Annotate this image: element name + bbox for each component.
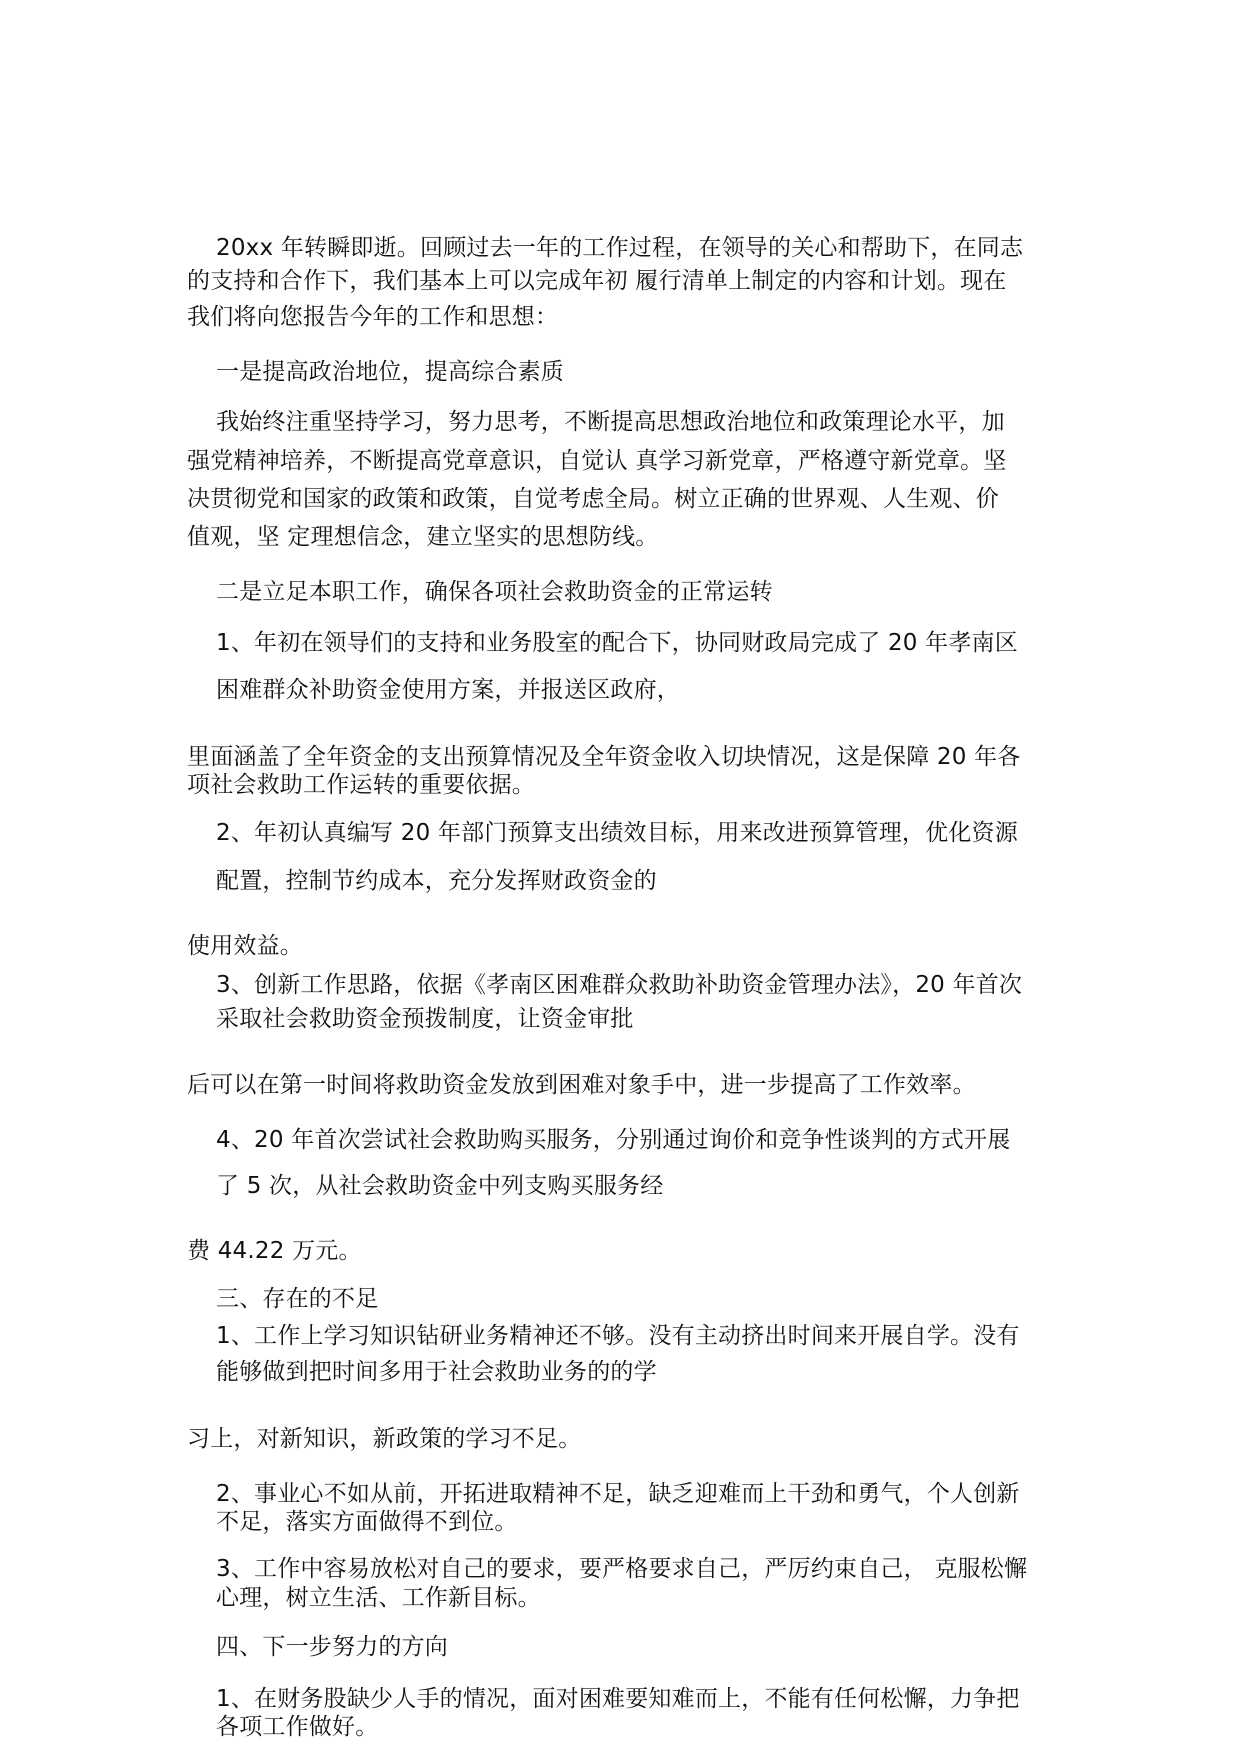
list-item-line: 习上，对新知识，新政策的学习不足。 [187,1426,582,1452]
list-item-line: 了 5 次，从社会救助资金中列支购买服务经 [216,1173,664,1199]
list-item-line: 不足，落实方面做得不到位。 [216,1509,518,1535]
section-heading: 四、下一步努力的方向 [216,1634,448,1660]
list-item-line: 1、在财务股缺少人手的情况，面对困难要知难而上，不能有任何松懈，力争把 [216,1686,1020,1712]
list-item-line: 后可以在第一时间将救助资金发放到困难对象手中，进一步提高了工作效率。 [187,1072,976,1098]
intro-line-1: 20xx 年转瞬即逝。回顾过去一年的工作过程，在领导的关心和帮助下，在同志 [216,235,1024,261]
list-item-line: 2、事业心不如从前，开拓进取精神不足，缺乏迎难而上干劲和勇气，个人创新 [216,1481,1020,1507]
list-item-line: 采取社会救助资金预拨制度，让资金审批 [216,1006,634,1032]
section-heading: 二是立足本职工作，确保各项社会救助资金的正常运转 [216,579,773,605]
section-heading: 一是提高政治地位，提高综合素质 [216,359,564,385]
paragraph-line: 值观，坚 定理想信念，建立坚实的思想防线。 [187,524,659,550]
intro-line-2: 的支持和合作下，我们基本上可以完成年初 履行清单上制定的内容和计划。现在 [187,268,1007,294]
paragraph-line: 强党精神培养，不断提高党章意识，自觉认 真学习新党章，严格遵守新党章。坚 [187,448,1007,474]
intro-line-3: 我们将向您报告今年的工作和思想： [187,304,559,330]
list-item-line: 配置，控制节约成本，充分发挥财政资金的 [216,868,657,894]
list-item-line: 困难群众补助资金使用方案，并报送区政府， [216,677,680,703]
list-item-line: 费 44.22 万元。 [187,1238,362,1264]
list-item-line: 能够做到把时间多用于社会救助业务的的学 [216,1359,657,1385]
paragraph-line: 我始终注重坚持学习，努力思考，不断提高思想政治地位和政策理论水平，加 [216,409,1005,435]
list-item-line: 项社会救助工作运转的重要依据。 [187,772,535,798]
list-item-line: 心理，树立生活、工作新目标。 [216,1585,541,1611]
list-item-line: 使用效益。 [187,933,303,959]
list-item-line: 1、工作上学习知识钻研业务精神还不够。没有主动挤出时间来开展自学。没有 [216,1323,1020,1349]
list-item-line: 各项工作做好。 [216,1714,379,1740]
paragraph-line: 决贯彻党和国家的政策和政策，自觉考虑全局。树立正确的世界观、人生观、价 [187,486,999,512]
list-item-line: 里面涵盖了全年资金的支出预算情况及全年资金收入切块情况，这是保障 20 年各 [187,744,1021,770]
list-item-line: 2、年初认真编写 20 年部门预算支出绩效目标，用来改进预算管理，优化资源 [216,820,1018,846]
list-item-line: 3、工作中容易放松对自己的要求，要严格要求自己，严厉约束自己， 克服松懈 [216,1556,1028,1582]
list-item-line: 1、年初在领导们的支持和业务股室的配合下，协同财政局完成了 20 年孝南区 [216,630,1018,656]
list-item-line: 4、20 年首次尝试社会救助购买服务，分别通过询价和竞争性谈判的方式开展 [216,1127,1011,1153]
section-heading: 三、存在的不足 [216,1286,379,1312]
list-item-line: 3、创新工作思路，依据《孝南区困难群众救助补助资金管理办法》，20 年首次 [216,972,1023,998]
